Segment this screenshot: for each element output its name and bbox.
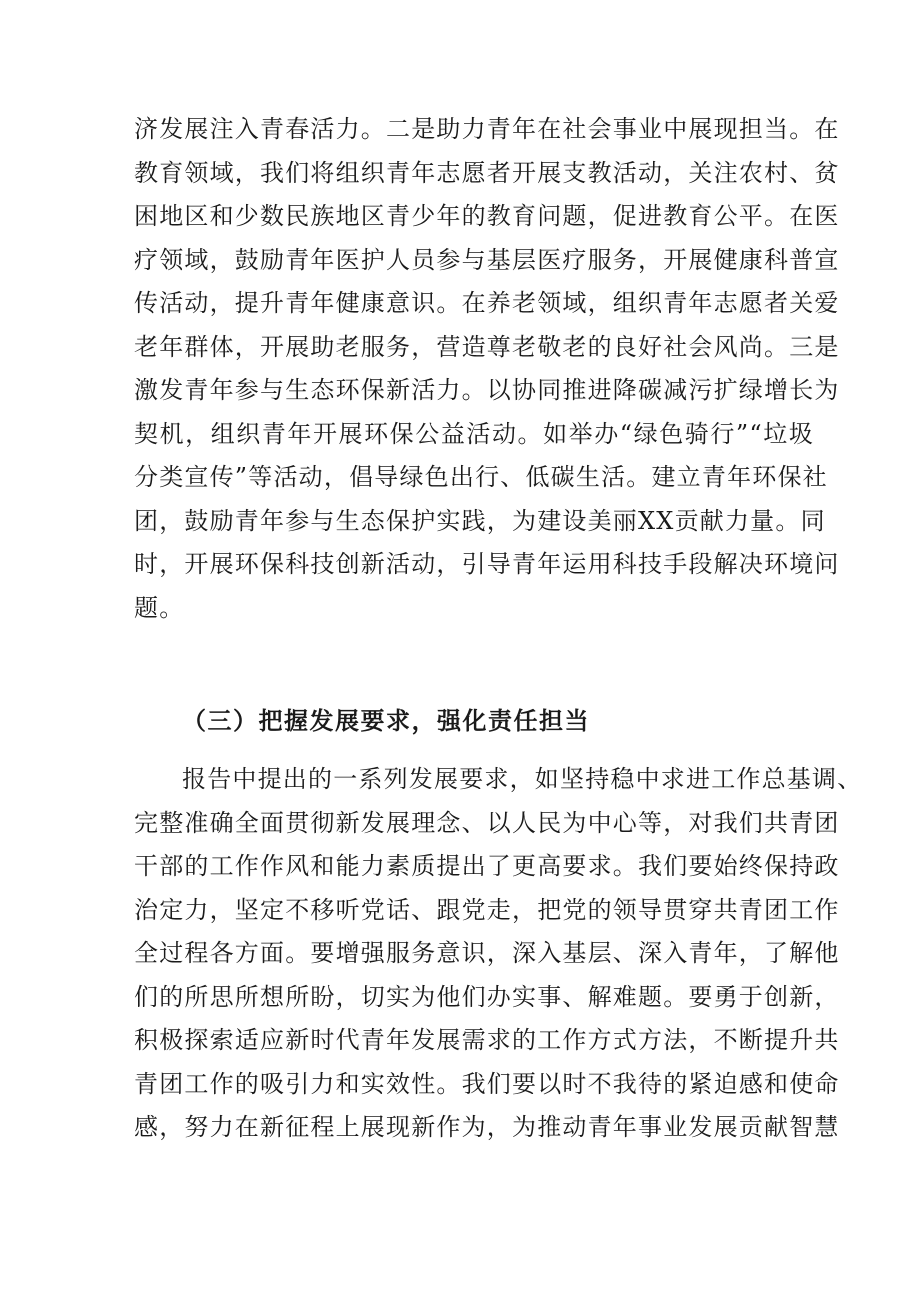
text-line: 困地区和少数民族地区青少年的教育问题，促进教育公平。在医 [134,202,840,230]
text-line: 济发展注入青春活力。二是助力青年在社会事业中展现担当。在 [134,115,840,143]
text-line: 全过程各方面。要增强服务意识，深入基层、深入青年，了解他 [134,939,840,967]
text-line: 老年群体，开展助老服务，营造尊老敬老的良好社会风尚。三是 [134,332,840,361]
text-line: 契机，组织青年开展环保公益活动。如举办“绿色骑行”“垃圾 [134,419,814,448]
paragraph-development-requirements [134,758,863,1150]
text-line: 积极探索适应新时代青年发展需求的工作方式方法，不断提升共 [134,1026,840,1054]
text-line: 完整准确全面贯彻新发展理念、以人民为中心等，对我们共青团 [134,808,840,837]
text-line: 团，鼓励青年参与生态保护实践，为建设美丽XX贡献力量。同 [134,506,826,535]
text-line: 干部的工作作风和能力素质提出了更高要求。我们要始终保持政 [134,852,840,880]
paragraph-social-affairs [134,108,840,630]
section-heading: （三）把握发展要求，强化责任担当 [182,706,590,735]
text-line: 疗领域，鼓励青年医护人员参与基层医疗服务，开展健康科普宣 [134,245,840,274]
text-line: 治定力，坚定不移听党话、跟党走，把党的领导贯穿共青团工作 [134,895,840,924]
text-line: 们的所思所想所盼，切实为他们办实事、解难题。要勇于创新， [134,982,840,1011]
text-line: 题。 [134,593,185,622]
text-line: 传活动，提升青年健康意识。在养老领域，组织青年志愿者关爱 [134,289,840,317]
text-line: 激发青年参与生态环保新活力。以协同推进降碳减污扩绿增长为 [134,376,840,404]
text-line: 感，努力在新征程上展现新作为，为推动青年事业发展贡献智慧 [134,1113,840,1141]
text-line: 青团工作的吸引力和实效性。我们要以时不我待的紧迫感和使命 [134,1069,840,1098]
text-line: 时，开展环保科技创新活动，引导青年运用科技手段解决环境问 [134,550,840,578]
text-line: 教育领域，我们将组织青年志愿者开展支教活动，关注农村、贫 [134,158,840,187]
text-line-indented: 报告中提出的一系列发展要求，如坚持稳中求进工作总基调、 [182,765,863,793]
text-line: 分类宣传”等活动，倡导绿色出行、低碳生活。建立青年环保社 [134,463,828,491]
